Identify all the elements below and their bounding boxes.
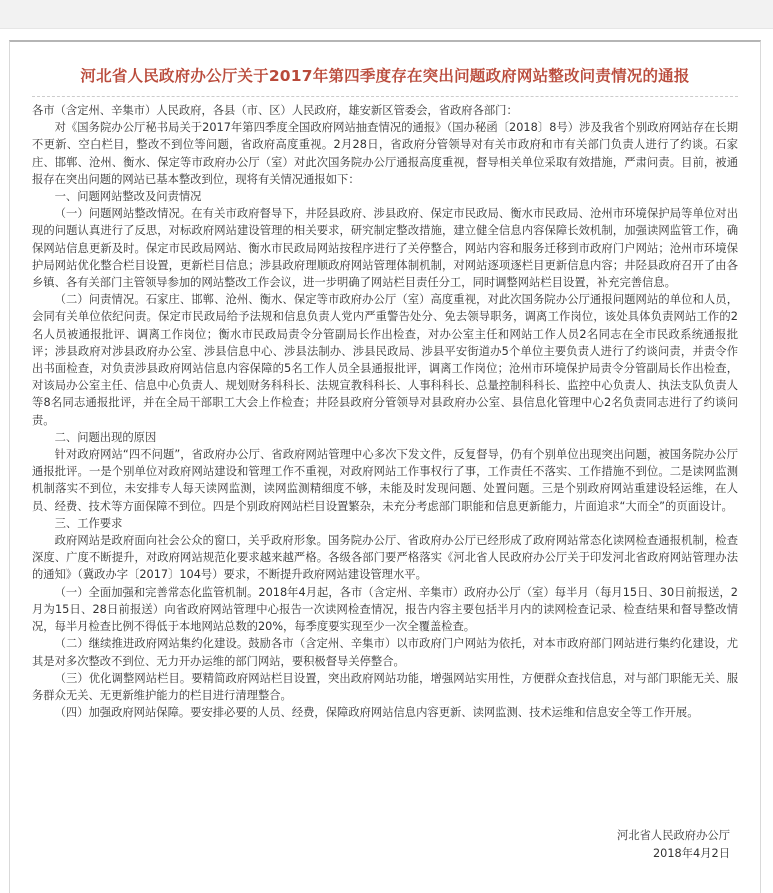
body-paragraph: 针对政府网站“四不问题”，省政府办公厅、省政府网站管理中心多次下发文件，反复督导，仍有个别单位出现突出问题，被国务院办公厅通报批评。一是个别单位对政府网站建设和管理工作不重视，对政府网站工作事权行了事，工作责任不落实、工作措施不到位。二是读网监测机制落实不到位，未安排专人每天读网监测，读网监测精细度不够，未能及时发现问题、处置问题。三是个别政府网站重建设轻运维，在人员、经费、技术等方面保障不到位。四是个别政府网站栏目设置繁杂，未充分考虑部门职能和信息更新能力，片面追求“大而全”的页面设计。 — [32, 448, 738, 513]
section-heading-3: 三、工作要求 — [54, 516, 123, 530]
signature-organization: 河北省人民政府办公厅 — [617, 829, 730, 842]
body-paragraph: （二）继续推进政府网站集约化建设。鼓励各市（含定州、辛集市）以市政府门户网站为依托，对本市政府部门网站进行集约化建设，尤其是对多次整改不到位、无力开办运维的部门网站，要积极督导关停整合。 — [32, 637, 738, 668]
section-heading-2: 二、问题出现的原因 — [54, 430, 157, 444]
body-paragraph: （一）问题网站整改情况。在有关市政府督导下，井陉县政府、涉县政府、保定市民政局、衡水市民政局、沧州市环境保护局等单位对出现的问题认真进行了反思，对标政府网站建设管理的相关要求，研究制定整改措施，建立健全信息内容保障长效机制，加强读网监管工作，确保网站信息更新及时。保定市民政局网站、衡水市民政局网站按程序进行了关停整合，网站内容和服务迁移到市政府门户网站；沧州市环境保护局网站优化整合栏目设置，更新栏目信息；涉县政府理顺政府网站管理体制机制，对网站逐项逐栏目更新信息内容；井陉县政府召开了由各乡镇、各有关部门主管领导参加的网站整改工作会议，进一步明确了网站栏目责任分工，同时调整网站栏目设置，补充完善信息。 — [32, 207, 738, 290]
salutation: 各市（含定州、辛集市）人民政府，各县（市、区）人民政府，雄安新区管委会，省政府各部门： — [32, 104, 518, 117]
body-paragraph: （一）全面加强和完善常态化监管机制。2018年4月起，各市（含定州、辛集市）政府办公厅（室）每半月（每月15日、30日前报送，2月为15日、28日前报送）向省政府网站管理中心报告一次读网检查情况，报告内容主要包括半月内的读网检查记录、检查结果和督导整改情况，每半月检查比例不得低于本地网站总数的20%，每季度要实现至少一次全覆盖检查。 — [32, 585, 738, 634]
title-divider — [32, 96, 738, 97]
top-band — [0, 0, 773, 29]
document-body — [32, 102, 738, 721]
article-panel — [9, 40, 761, 893]
section-heading-1: 一、问题网站整改及问责情况 — [54, 190, 202, 204]
intro-paragraph: 对《国务院办公厅秘书局关于2017年第四季度全国政府网站抽查情况的通报》（国办秘函〔2018〕8号）涉及我省个别政府网站存在长期不更新、空白栏目，整改不到位等问题，省政府高度重视。2月28日，省政府分管领导对有关市政府和市有关部门负责人进行了约谈。石家庄、邯郸、沧州、衡水、保定等市政府办公厅（室）对此次国务院办公厅通报高度重视，督导相关单位采取有效措施，严肃问责。目前，被通报存在突出问题的网站已基本整改到位，现将有关情况通报如下： — [32, 121, 738, 186]
body-paragraph: （三）优化调整网站栏目。要精简政府网站栏目设置，突出政府网站功能，增强网站实用性，方便群众查找信息，对与部门职能无关、服务群众无关、无更新维护能力的栏目进行清理整合。 — [32, 671, 738, 702]
document-title: 河北省人民政府办公厅关于2017年第四季度存在突出问题政府网站整改问责情况的通报 — [80, 67, 690, 85]
body-paragraph: （四）加强政府网站保障。要安排必要的人员、经费，保障政府网站信息内容更新、读网监测、技术运维和信息安全等工作开展。 — [54, 706, 699, 720]
signature-date: 2018年4月2日 — [652, 847, 730, 860]
body-paragraph: （二）问责情况。石家庄、邯郸、沧州、衡水、保定等市政府办公厅（室）高度重视，对此次国务院办公厅通报问题网站的单位和人员，会同有关单位依纪问责。保定市民政局给予法规和信息负责人党内严重警告处分、免去领导职务，调离工作岗位，该处具体负责网站工作的2名人员被通报批评、调离工作岗位；衡水市民政局责令分管副局长作出检查，对办公室主任和网站工作人员2名同志在全市民政系统通报批评；涉县政府对涉县政府办公室、涉县信息中心、涉县法制办、涉县民政局、涉县平安街道办5个单位主要负责人进行了约谈问责，并责令作出书面检查，对负责涉县政府网站信息内容保障的5名工作人员全县通报批评，调离工作岗位；沧州市环境保护局责令分管副局长作出检查，对该局办公室主任、信息中心负责人、规划财务科科长、法规宣教科科长、人事科科长、总量控制科科长、监控中心负责人、执法支队负责人等8名同志通报批评，并在全局干部职工大会上作检查；井陉县政府分管领导对县政府办公室、县信息化管理中心2名负责同志进行了约谈问责。 — [32, 293, 738, 427]
body-paragraph: 政府网站是政府面向社会公众的窗口，关乎政府形象。国务院办公厅、省政府办公厅已经形成了政府网站常态化读网检查通报机制，检查深度、广度不断提升，对政府网站规范化要求越来越严格。各级各部门要严格落实《河北省人民政府办公厅关于印发河北省政府网站管理办法的通知》（冀政办字〔2017〕104号）要求，不断提升政府网站建设管理水平。 — [32, 534, 738, 582]
